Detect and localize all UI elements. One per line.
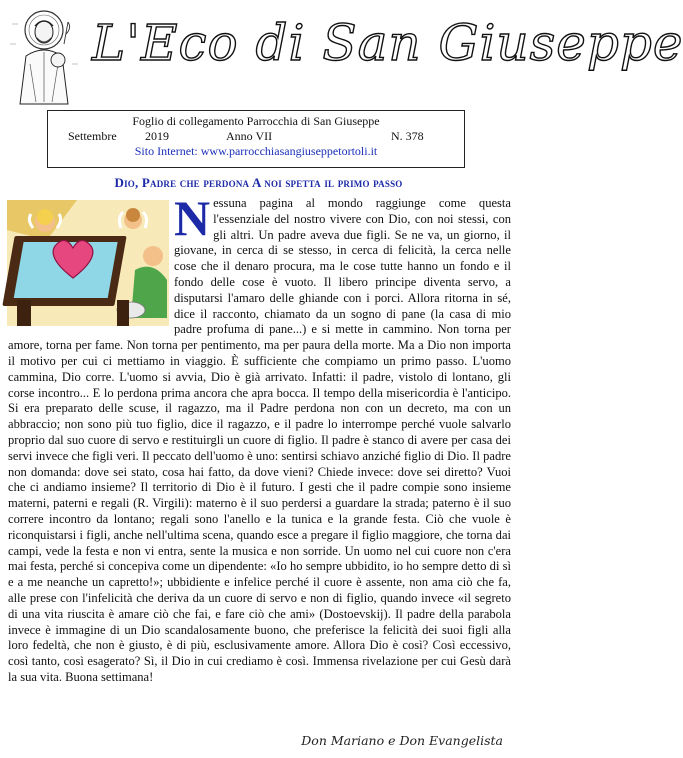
saint-joseph-illustration bbox=[6, 4, 84, 104]
masthead-title: L'Eco di San Giuseppe bbox=[92, 14, 683, 72]
info-box bbox=[47, 110, 465, 168]
info-line-issue bbox=[48, 129, 464, 144]
website-link[interactable]: Sito Internet: www.parrocchiasangiuseppetortoli.it bbox=[134, 144, 378, 158]
issue-volume: Anno VII bbox=[226, 129, 273, 143]
signature: Don Mariano e Don Evangelista bbox=[301, 733, 503, 748]
article-body bbox=[8, 190, 511, 686]
illustration-spacer bbox=[8, 196, 174, 337]
article-text: essuna pagina al mondo raggiunge come questa l'essenziale del nostro vivere con Dio, con noi stessi, con gli altri. Un padre aveva due figli. Se ne va, un giorno, il giovane, in cerca di se stesso, in cerca di felicità, la cerca nelle cose che il denaro procura, ma le cose tutte hanno un fondo e il fondo delle cose è vuoto. Il libero principe diventa servo, a disputarsi l'amaro delle ghiande con i porci. Allora ritorna in sé, dice il racconto, chiamato da un sogno di pane (la casa di mio padre profuma di pane...) e si mette in cammino. Non torna per amore, torna per fame. Non torna per pentimento, ma per paura della morte. Ma a Dio non importa il motivo per cui ci mettiamo in viaggio. È sufficiente che compiamo un primo passo. L'uomo cammina, Dio corre. L'uomo si avvia, Dio è già arrivato. Infatti: il padre, vistolo di lontano, gli corse incontro... E lo perdona prima ancora che apra bocca. Il tempo della misericordia è l'anticipo. Si era preparato delle scuse, il ragazzo, ma il Padre perdona non con un decreto, ma con un abbraccio; non sono più tuo figlio, dice il ragazzo, e il padre lo interrompe perché vuole salvarlo proprio dal suo cuore di servo e restituirgli un cuore di figlio. Il padre è stanco di avere per casa dei servi invece che figli veri. Il peccato dell'uomo è uno: sentirsi schiavo anziché figlio di Dio. Il padre non domanda: dove sei stato, cosa hai fatto, da dove vieni? Chiede invece: dove sei diretto? Vuoi che ci andiamo insieme? Il territorio di Dio è il futuro. I gesti che il padre compie sono insieme materni, paterni e regali (R. Virgili): materno è il suo perdersi a guardare la strada; paterno è il suo correre incontro da lontano; regali sono l'anello e la tunica e la grande festa. Ciò che vuole è riconquistarsi i figli, anche nell'ultima scena, quando esce a pregare il figlio maggiore, che torna dai campi, vede la festa e non vi entra, sente la musica e non sorride. Un uomo nel cui cuore non c'era mai festa, perché si concepiva come un dipendente: «Io ho sempre ubbidito, io ho sempre detto di sì e a me neanche un capretto!»; ubbidiente e infelice perché il cuore è assente, non ama ciò che fa, alle prese con l'infelicità che deriva da un cuore di servo e non di figlio, quando invece «il segreto di una vita riuscita è amare ciò che fai, e fare ciò che ami» (Dostoevskij). Il padre della parabola invece è immagine di un Dio scandalosamente buono, che preferisce la felicità dei suoi figli alla loro fedeltà, che non è giusto, è di più, esclusivamente amore. Allora Dio è così? Così eccessivo, così tanto, così esagerato? Sì, il Dio in cui crediamo è così. Immensa rivelazione per cui Gesù darà la sua vita. Buona settimana! bbox=[8, 196, 511, 684]
article-headline: Dio, Padre che perdona A noi spetta il primo passo bbox=[114, 175, 403, 190]
info-line-parish: Foglio di collegamento Parrocchia di San Giuseppe bbox=[132, 114, 380, 128]
issue-number: N. 378 bbox=[391, 129, 424, 143]
issue-year: 2019 bbox=[145, 129, 169, 143]
issue-month: Settembre bbox=[68, 129, 117, 143]
drop-cap: N bbox=[174, 190, 211, 246]
